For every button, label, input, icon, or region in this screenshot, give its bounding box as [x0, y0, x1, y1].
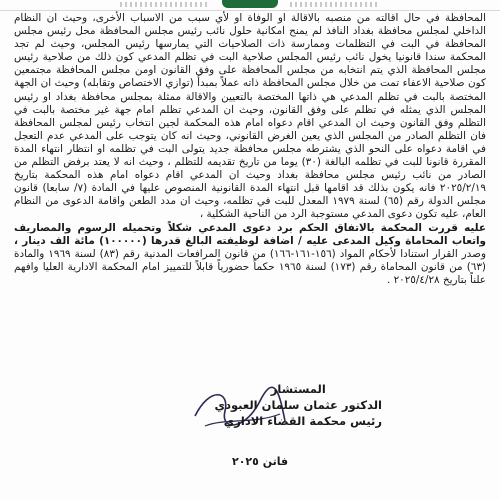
signature-block — [215, 381, 382, 429]
letterhead-ornament-right — [290, 2, 380, 7]
judgment-decision-paragraph — [14, 222, 486, 287]
letterhead-strip — [0, 0, 500, 11]
judgment-reasoning-paragraph: المحافظة في حال اقالته من منصبه بالاقالة او الوفاة او لأي سبب من الاسباب الأخرى، وحيث ان النظام الداخلي لمجلس محافظة بغداد النافذ لم يمنح امكانية حلول نائب رئيس مجلس المحافظة محل رئيس مجلس المحافظة في البت في التظلمات وممارسة ذات الصلاحيات التي يمارسها رئيس المجلس، وحيث لم تجد المحكمة سندا قانونيا يخول نائب رئيس المجلس صلاحية البت في تظلم المدعي كون ذلك من صلاحية رئيس مجلس المحافظة الذي يتم انتخابه من مجلس المحافظة على وفق القانون اومن مجلس المحافظة مجتمعين كون صلاحية الاعفاء تمت من خلال مجلس المحافظة ذاته عملاً بمبدأ (توازي الاختصاص وتقابله) وحيث ان الجهة المختصة بالبت في تظلم المدعي هي ذاتها المختصة بالتعيين والاقالة ممثلة بمجلس محافظة بغداد او رئيس المجلس الذي يمثله في تظلم على وفق القانون، وحيث ان المدعي تظلم امام جهة غير مختصة بالبت في التظلم وفق القانون وحيث ان المدعي اقام دعواه امام هذه المحكمة لجين انتخاب رئيس لمجلس المحافظة فان التظلم الصادر من المجلس الذي يعين الغرض القانوني، وحيث انه كان يتوجب على المدعي عدم التعجل في اقامة دعواه على النحو الذي يشترطه مجلس محافظة جديد يتولى البت في تظلمه او انتظار انتهاء المدة المقررة قانونا للبت في تظلمه البالغة (٣٠) يوما من تاريخ تقديمه للتظلم ، وحيث انه لا يعتد برفض التظلم من الصادر من نائب رئيس مجلس محافظة بغداد وحيث ان المدعي اقام دعواه امام هذه المحكمة بتاريخ ٢٠٢٥/٢/١٩ فانه يكون بذلك قد اقامها قبل انتهاء المدة القانونية المنصوص عليها في المادة (٧/ سابعا) قانون مجلس الدولة رقم (٦٥) لسنة ١٩٧٩ المعدل للبت في تظلمه، وحيث ان مدد الطعن واقامة الدعوى من النظام العام، عليه تكون دعوى المدعي مستوجبة الرد من الناحية الشكلية ، — [14, 12, 486, 221]
judgment-body — [14, 12, 486, 287]
signatory-position: رئيس محكمة القضاء الاداري — [223, 414, 382, 428]
letterhead-ornament-left — [120, 2, 210, 7]
signatory-title: المستشار — [270, 382, 326, 396]
decision-legal-basis-text: وصدر القرار استنادا لأحكام المواد (١٥٦-١٦١-١٦٦) من قانون المرافعات المدنية رقم (٨٣) لسنة ١٩٦٩ والمادة (٦٣) من قانون المحاماة رقم (١٧٣) لسنة ١٩٦٥ حكماً حضورياً قابلاً للتمييز امام المحكمة الادارية العليا وافهم علناً بتاريخ ٢٠٢٥/٤/٢٨ . — [14, 247, 486, 286]
signatory-name: الدكتور عثمان سلمان العبودي — [214, 398, 382, 412]
letterhead-emblem — [222, 0, 278, 8]
decision-bold-text: عليه قررت المحكمة بالاتفاق الحكم برد دعوى المدعي شكلاً وتحميله الرسوم والمصاريف واتعاب المحاماة وكيل المدعى عليه / اضافة لوظيفته البالغ قدرها (١٠٠٠٠٠) مائة الف دينار ، — [14, 221, 486, 247]
footer-date-label: فاتن ٢٠٢٥ — [232, 455, 289, 468]
